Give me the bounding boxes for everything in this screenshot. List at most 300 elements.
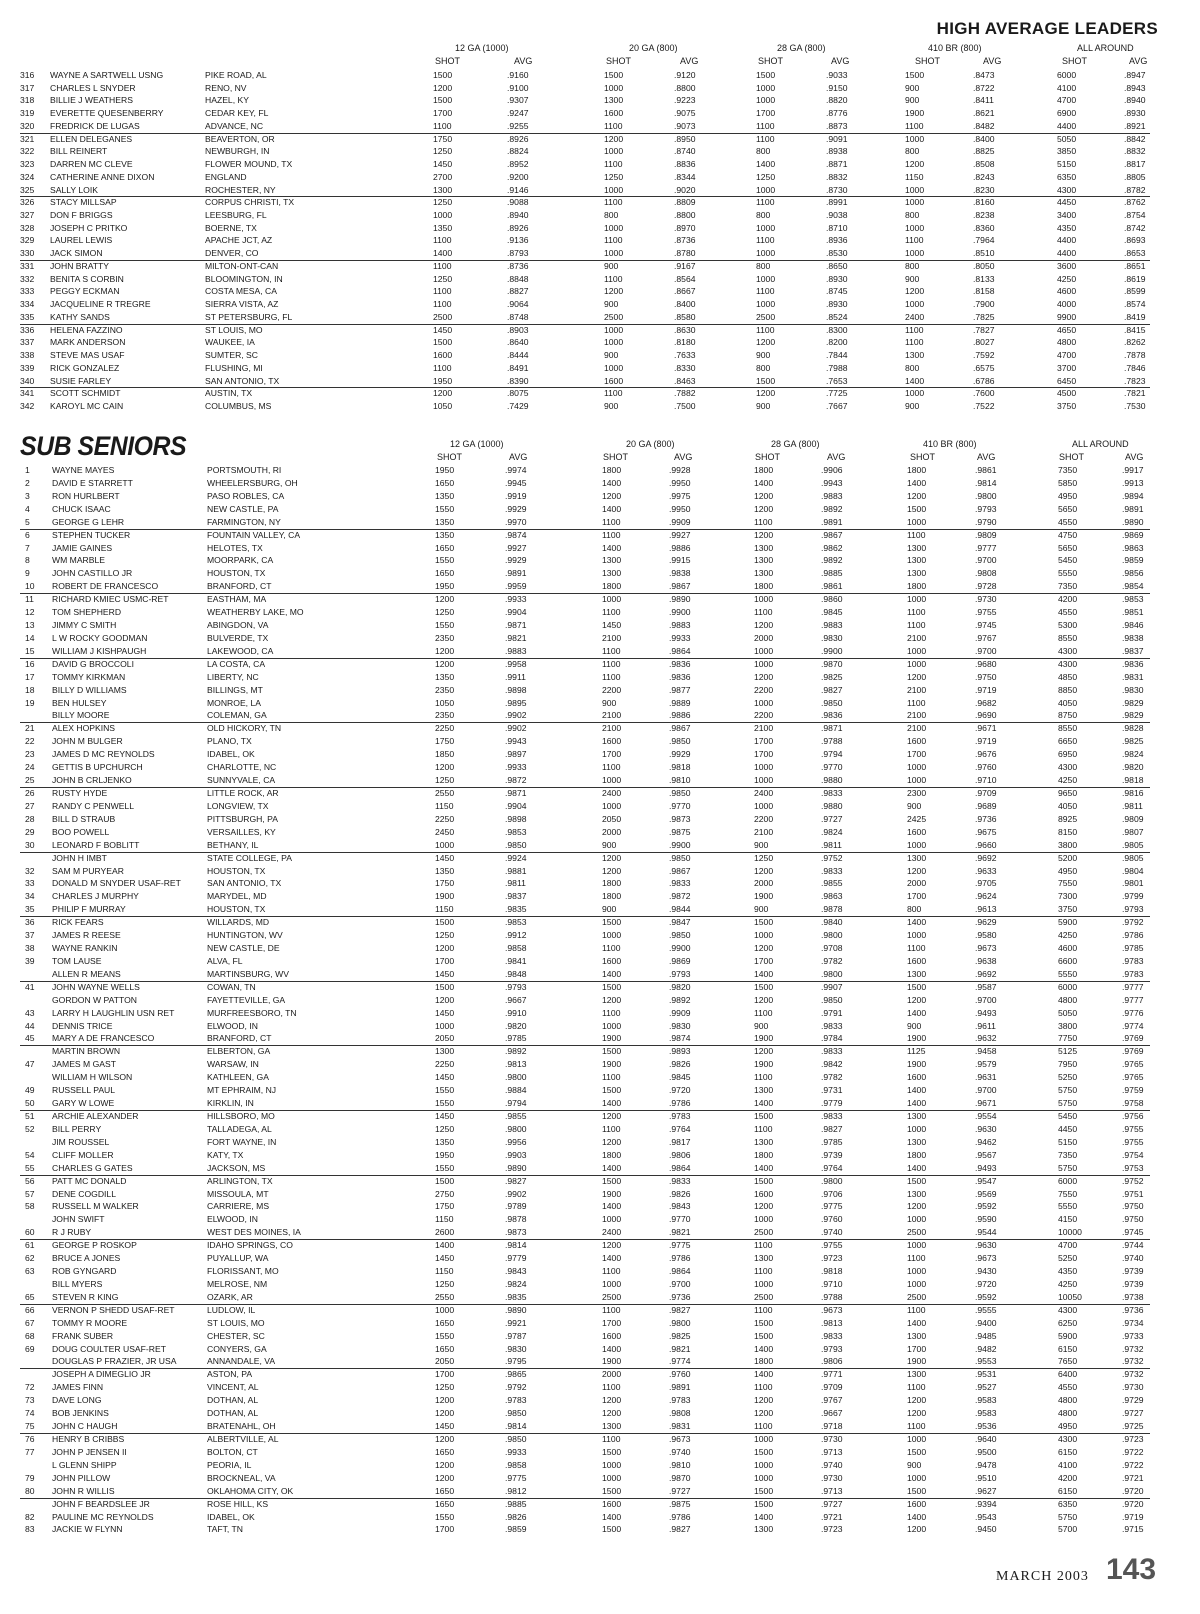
shot-header: SHOT [910, 452, 936, 462]
cell-410br-shot: 1900 [905, 108, 925, 119]
cell-all-around-shot: 4500 [1057, 388, 1077, 399]
cell-12ga-avg: .9830 [505, 1343, 527, 1354]
cell-20ga-shot: 1100 [602, 658, 621, 669]
cell-12ga-shot: 1250 [435, 1278, 455, 1289]
cell-12ga-avg: .9933 [505, 1446, 527, 1457]
cell-410br-shot: 1300 [907, 542, 927, 553]
cell-all-around-shot: 4300 [1058, 1434, 1078, 1444]
cell-hometown: BILLINGS, MT [207, 684, 263, 695]
cell-28ga-shot: 1500 [754, 917, 774, 928]
cell-hometown: ENGLAND [205, 171, 247, 182]
cell-20ga-shot: 1500 [602, 1175, 622, 1186]
cell-28ga-shot: 1250 [756, 171, 776, 182]
cell-hometown: HAZEL, KY [205, 95, 249, 106]
cell-rank: 33 [25, 878, 35, 889]
cell-410br-avg: .9569 [975, 1188, 997, 1199]
table-row [0, 197, 1200, 208]
cell-all-around-shot: 5550 [1058, 568, 1078, 579]
cell-410br-avg: .9592 [975, 1291, 997, 1302]
cell-12ga-shot: 1550 [435, 503, 455, 514]
cell-410br-avg: .9719 [975, 684, 997, 695]
cell-410br-shot: 1400 [907, 1511, 927, 1522]
cell-all-around-avg: .9765 [1122, 1059, 1144, 1070]
cell-all-around-avg: .8262 [1124, 337, 1146, 348]
cell-rank: 13 [25, 620, 35, 631]
cell-20ga-avg: .9836 [669, 658, 691, 669]
cell-hometown: APACHE JCT, AZ [205, 235, 273, 246]
cell-410br-shot: 1200 [907, 865, 927, 876]
cell-410br-shot: 1100 [907, 697, 926, 708]
cell-12ga-avg: .8940 [507, 210, 529, 221]
cell-28ga-shot: 1200 [754, 503, 774, 514]
cell-hometown: FAYETTEVILLE, GA [207, 994, 286, 1005]
cell-12ga-shot: 1550 [435, 1085, 455, 1096]
cell-12ga-avg: .9853 [505, 917, 527, 928]
cell-28ga-avg: .9885 [821, 568, 843, 579]
cell-28ga-shot: 1900 [754, 891, 774, 902]
cell-all-around-shot: 5450 [1058, 555, 1078, 566]
cell-410br-avg: .9692 [975, 852, 997, 863]
cell-28ga-avg: .9850 [821, 697, 843, 708]
cell-name: STACY MILLSAP [50, 197, 117, 208]
cell-hometown: WILLARDS, MD [207, 917, 270, 928]
cell-410br-shot: 1000 [907, 658, 927, 669]
cell-all-around-shot: 3800 [1058, 839, 1078, 850]
cell-410br-shot: 2300 [907, 788, 927, 798]
cell-20ga-avg: .8809 [674, 197, 696, 208]
cell-12ga-shot: 1000 [433, 210, 453, 221]
cell-410br-avg: .9777 [975, 542, 997, 553]
cell-28ga-avg: .9775 [821, 1201, 843, 1212]
cell-20ga-avg: .9793 [669, 968, 691, 979]
cell-410br-shot: 800 [905, 260, 920, 271]
cell-410br-avg: .9579 [975, 1059, 997, 1070]
cell-12ga-shot: 1250 [435, 930, 455, 941]
cell-410br-avg: .9631 [975, 1072, 997, 1083]
table-row [0, 376, 1200, 387]
cell-410br-shot: 2100 [907, 684, 927, 695]
table-row [0, 775, 1200, 786]
cell-12ga-avg: .9904 [505, 607, 527, 618]
cell-hometown: OZARK, AR [207, 1291, 253, 1302]
cell-20ga-avg: .9864 [669, 645, 691, 656]
cell-all-around-shot: 4950 [1058, 865, 1078, 876]
cell-all-around-avg: .7878 [1124, 350, 1146, 361]
cell-20ga-shot: 1400 [602, 968, 622, 979]
shot-header: SHOT [1059, 452, 1085, 462]
cell-12ga-avg: .9881 [505, 865, 527, 876]
cell-12ga-avg: .9902 [505, 710, 527, 721]
cell-12ga-shot: 1000 [435, 1304, 455, 1315]
cell-410br-avg: .9590 [975, 1214, 997, 1225]
cell-hometown: MONROE, LA [207, 697, 261, 708]
cell-20ga-shot: 2500 [604, 311, 624, 322]
cell-name: JAMES FINN [52, 1382, 104, 1393]
table-row [0, 995, 1200, 1006]
cell-20ga-shot: 1100 [604, 197, 623, 208]
cell-rank: 55 [25, 1162, 35, 1173]
cell-all-around-avg: .8693 [1124, 235, 1146, 246]
cell-all-around-shot: 4800 [1058, 994, 1078, 1005]
cell-name: JOHN WAYNE WELLS [52, 981, 140, 992]
cell-410br-shot: 1100 [905, 324, 924, 335]
cell-all-around-shot: 7550 [1058, 878, 1078, 889]
cell-hometown: TALLADEGA, AL [207, 1123, 272, 1134]
cell-hometown: LITTLE ROCK, AR [207, 788, 279, 798]
cell-20ga-shot: 1800 [602, 1149, 622, 1160]
cell-12ga-shot: 1200 [435, 645, 455, 656]
cell-all-around-avg: .9732 [1122, 1356, 1144, 1367]
cell-rank: 332 [20, 273, 35, 284]
group-header-28ga: 28 GA (800) [777, 43, 826, 53]
cell-hometown: LONGVIEW, TX [207, 800, 269, 811]
cell-12ga-avg: .9892 [505, 1046, 527, 1057]
cell-410br-shot: 1000 [905, 184, 925, 195]
cell-20ga-shot: 1000 [602, 1020, 622, 1031]
cell-hometown: MARYDEL, MD [207, 891, 267, 902]
cell-12ga-avg: .9873 [505, 1227, 527, 1238]
table-row [0, 543, 1200, 554]
cell-410br-avg: .9527 [975, 1382, 997, 1393]
cell-20ga-shot: 1200 [602, 1395, 622, 1406]
avg-header: AVG [983, 56, 1002, 66]
cell-rank: 331 [20, 260, 35, 271]
cell-12ga-shot: 1200 [435, 594, 455, 605]
table-row [0, 491, 1200, 502]
cell-410br-shot: 1800 [907, 581, 927, 592]
cell-20ga-shot: 1200 [602, 1111, 622, 1121]
cell-hometown: WHEELERSBURG, OH [207, 477, 298, 488]
cell-410br-avg: .9485 [975, 1330, 997, 1341]
cell-28ga-shot: 1300 [754, 568, 774, 579]
cell-410br-avg: .9583 [975, 1408, 997, 1419]
cell-all-around-avg: .9801 [1122, 878, 1144, 889]
cell-28ga-avg: .9840 [821, 917, 843, 928]
cell-hometown: AUSTIN, TX [205, 388, 253, 399]
cell-rank: 43 [25, 1007, 35, 1018]
cell-410br-avg: .9682 [975, 697, 997, 708]
cell-name: JAMES M GAST [52, 1059, 116, 1070]
table-row [0, 1124, 1200, 1135]
cell-12ga-shot: 1200 [435, 1408, 455, 1419]
cell-all-around-shot: 7350 [1058, 1149, 1078, 1160]
cell-20ga-shot: 1900 [602, 1059, 622, 1070]
cell-410br-shot: 1500 [905, 70, 925, 80]
cell-20ga-shot: 1100 [602, 1304, 621, 1315]
cell-12ga-shot: 1700 [433, 108, 453, 119]
cell-12ga-shot: 1450 [435, 1111, 455, 1121]
cell-28ga-avg: .8873 [826, 120, 848, 131]
table-row [0, 1266, 1200, 1277]
cell-410br-avg: .9478 [975, 1459, 997, 1470]
cell-410br-avg: .8160 [973, 197, 995, 208]
cell-12ga-shot: 1300 [433, 184, 453, 195]
cell-28ga-shot: 1250 [754, 852, 774, 863]
cell-20ga-shot: 1100 [602, 1007, 621, 1018]
cell-all-around-avg: .9756 [1122, 1111, 1144, 1121]
cell-28ga-shot: 1000 [754, 930, 774, 941]
cell-all-around-shot: 4550 [1058, 607, 1078, 618]
cell-410br-shot: 1700 [907, 749, 927, 760]
cell-rank: 318 [20, 95, 35, 106]
cell-12ga-avg: .9883 [505, 645, 527, 656]
cell-410br-avg: .8027 [973, 337, 995, 348]
cell-all-around-shot: 10000 [1058, 1227, 1082, 1238]
cell-28ga-avg: .9825 [821, 671, 843, 682]
cell-20ga-shot: 1600 [602, 736, 622, 747]
cell-all-around-avg: .9732 [1122, 1343, 1144, 1354]
cell-20ga-shot: 1000 [604, 362, 624, 373]
cell-all-around-avg: .9745 [1122, 1227, 1144, 1238]
cell-hometown: NEWBURGH, IN [205, 146, 270, 157]
cell-hometown: ELWOOD, IN [207, 1214, 258, 1225]
cell-20ga-shot: 1000 [602, 800, 622, 811]
cell-20ga-shot: 900 [602, 839, 617, 850]
cell-12ga-shot: 1850 [435, 749, 455, 760]
cell-all-around-shot: 5850 [1058, 477, 1078, 488]
cell-12ga-avg: .9958 [505, 658, 527, 669]
cell-name: DARREN MC CLEVE [50, 159, 133, 170]
cell-410br-avg: .9553 [975, 1356, 997, 1367]
cell-all-around-avg: .9804 [1122, 865, 1144, 876]
cell-410br-avg: .9613 [975, 904, 997, 915]
cell-20ga-shot: 1400 [602, 503, 622, 514]
cell-name: JOHN M BULGER [52, 736, 123, 747]
cell-28ga-avg: .8300 [826, 324, 848, 335]
cell-rank: 35 [25, 904, 35, 915]
cell-20ga-avg: .9867 [669, 723, 691, 734]
cell-all-around-avg: .9769 [1122, 1033, 1144, 1044]
avg-header: AVG [1129, 56, 1148, 66]
cell-28ga-avg: .9752 [821, 852, 843, 863]
cell-12ga-shot: 1500 [435, 1175, 455, 1186]
cell-all-around-avg: .9854 [1122, 581, 1144, 592]
cell-28ga-avg: .9867 [821, 529, 843, 540]
cell-410br-shot: 900 [905, 95, 920, 106]
cell-name: BOB JENKINS [52, 1408, 109, 1419]
cell-hometown: HOUSTON, TX [207, 568, 266, 579]
cell-28ga-shot: 1000 [754, 1278, 774, 1289]
cell-410br-shot: 1100 [907, 529, 926, 540]
cell-410br-shot: 1400 [907, 1098, 927, 1109]
cell-28ga-avg: .9718 [821, 1421, 843, 1432]
cell-name: KAROYL MC CAIN [50, 400, 124, 411]
cell-all-around-avg: .9805 [1122, 852, 1144, 863]
cell-rank: 50 [25, 1098, 35, 1109]
cell-20ga-avg: .9870 [669, 1472, 691, 1483]
cell-name: BILL REINERT [50, 146, 108, 157]
cell-28ga-shot: 2500 [754, 1291, 774, 1302]
cell-410br-avg: .9633 [975, 865, 997, 876]
cell-410br-shot: 1300 [907, 968, 927, 979]
table-row [0, 325, 1200, 336]
cell-20ga-shot: 1000 [602, 930, 622, 941]
cell-410br-avg: .9676 [975, 749, 997, 760]
avg-header: AVG [509, 452, 528, 462]
cell-410br-shot: 1300 [907, 555, 927, 566]
cell-20ga-avg: .9818 [669, 762, 691, 773]
cell-all-around-avg: .9740 [1122, 1253, 1144, 1264]
cell-410br-avg: .9555 [975, 1304, 997, 1315]
cell-410br-shot: 1300 [907, 568, 927, 579]
cell-12ga-shot: 1500 [433, 70, 453, 80]
cell-20ga-shot: 1900 [602, 1033, 622, 1044]
cell-28ga-avg: .8820 [826, 95, 848, 106]
cell-name: MARY A DE FRANCESCO [52, 1033, 155, 1044]
cell-20ga-avg: .9874 [669, 1033, 691, 1044]
cell-all-around-avg: .9792 [1122, 917, 1144, 928]
cell-20ga-shot: 1200 [602, 1408, 622, 1419]
cell-12ga-avg: .9800 [505, 1123, 527, 1134]
cell-name: GETTIS B UPCHURCH [52, 762, 143, 773]
cell-all-around-avg: .9838 [1122, 632, 1144, 643]
cell-410br-avg: .9861 [975, 465, 997, 475]
cell-28ga-avg: .9827 [821, 1123, 843, 1134]
cell-410br-avg: .9800 [975, 490, 997, 501]
cell-name: ROB GYNGARD [52, 1266, 117, 1277]
cell-rank: 58 [25, 1201, 35, 1212]
cell-410br-shot: 1150 [905, 171, 924, 182]
cell-12ga-shot: 2550 [435, 1291, 455, 1302]
cell-hometown: SAN ANTONIO, TX [205, 375, 280, 386]
table-row [0, 465, 1200, 476]
cell-rank: 74 [25, 1408, 35, 1419]
cell-hometown: HOUSTON, TX [207, 865, 266, 876]
table-row [0, 685, 1200, 696]
cell-410br-shot: 1000 [907, 1434, 927, 1444]
cell-28ga-avg: .9833 [821, 788, 843, 798]
cell-12ga-shot: 1650 [435, 1317, 455, 1328]
shot-header: SHOT [435, 56, 461, 66]
cell-410br-shot: 1400 [907, 917, 927, 928]
cell-20ga-avg: .9833 [669, 1175, 691, 1186]
cell-rank: 77 [25, 1446, 35, 1457]
cell-rank: 54 [25, 1149, 35, 1160]
cell-410br-shot: 1000 [905, 248, 925, 259]
cell-rank: 341 [20, 388, 35, 399]
cell-hometown: HOUSTON, TX [207, 904, 266, 915]
cell-name: JACKIE W FLYNN [52, 1524, 123, 1535]
cell-12ga-shot: 1550 [435, 1330, 455, 1341]
table-row [0, 70, 1200, 81]
table-row [0, 401, 1200, 412]
cell-rank: 339 [20, 362, 35, 373]
cell-all-around-shot: 5750 [1058, 1085, 1078, 1096]
table-row [0, 1460, 1200, 1471]
cell-all-around-avg: .9776 [1122, 1007, 1144, 1018]
cell-20ga-avg: .9867 [669, 865, 691, 876]
cell-12ga-avg: .8736 [507, 260, 529, 271]
cell-28ga-avg: .8530 [826, 248, 848, 259]
cell-28ga-shot: 2200 [754, 684, 774, 695]
cell-name: DAVID G BROCCOLI [52, 658, 134, 669]
cell-28ga-avg: .9861 [821, 581, 843, 592]
cell-all-around-shot: 5750 [1058, 1098, 1078, 1109]
cell-28ga-shot: 1100 [754, 516, 773, 527]
cell-all-around-shot: 7750 [1058, 1033, 1078, 1044]
cell-410br-avg: .9730 [975, 594, 997, 605]
cell-410br-avg: .9690 [975, 710, 997, 721]
cell-28ga-avg: .9862 [821, 542, 843, 553]
cell-name: WAYNE MAYES [52, 465, 115, 475]
cell-28ga-shot: 2000 [754, 878, 774, 889]
cell-rank: 4 [25, 503, 30, 514]
cell-28ga-shot: 900 [754, 904, 769, 915]
cell-410br-avg: .7827 [973, 324, 995, 335]
cell-all-around-avg: .9733 [1122, 1330, 1144, 1341]
cell-12ga-avg: .8444 [507, 350, 529, 361]
cell-20ga-shot: 1200 [602, 490, 622, 501]
cell-28ga-shot: 1100 [756, 133, 775, 144]
cell-20ga-avg: .9821 [669, 1227, 691, 1238]
cell-name: JIM ROUSSEL [52, 1136, 110, 1147]
cell-28ga-shot: 1300 [754, 1136, 774, 1147]
cell-hometown: HELOTES, TX [207, 542, 263, 553]
cell-28ga-shot: 1800 [754, 465, 774, 475]
cell-20ga-shot: 1000 [604, 337, 624, 348]
cell-12ga-avg: .9891 [505, 568, 527, 579]
table-row [0, 646, 1200, 657]
cell-410br-shot: 900 [907, 1459, 922, 1470]
avg-header: AVG [680, 56, 699, 66]
cell-28ga-avg: .9673 [821, 1304, 843, 1315]
cell-28ga-avg: .9784 [821, 1033, 843, 1044]
cell-410br-shot: 1200 [905, 159, 925, 170]
cell-rank: 79 [25, 1472, 35, 1483]
cell-410br-shot: 1900 [907, 1059, 927, 1070]
cell-410br-shot: 1900 [907, 1033, 927, 1044]
cell-rank: 337 [20, 337, 35, 348]
cell-20ga-avg: .9850 [669, 788, 691, 798]
cell-hometown: SAN ANTONIO, TX [207, 878, 282, 889]
cell-28ga-shot: 1000 [754, 697, 774, 708]
shot-header: SHOT [758, 56, 784, 66]
cell-12ga-shot: 1000 [435, 1020, 455, 1031]
cell-12ga-avg: .9850 [505, 1434, 527, 1444]
cell-410br-shot: 1000 [907, 930, 927, 941]
cell-12ga-avg: .9824 [505, 1278, 527, 1289]
table-row [0, 1524, 1200, 1535]
table-row [0, 1021, 1200, 1032]
table-row [0, 1137, 1200, 1148]
cell-all-around-avg: .8947 [1124, 70, 1146, 80]
cell-28ga-avg: .9845 [821, 607, 843, 618]
cell-410br-shot: 1600 [907, 1498, 927, 1509]
table-row [0, 1369, 1200, 1380]
cell-28ga-avg: .9892 [821, 503, 843, 514]
cell-410br-shot: 1400 [907, 1162, 927, 1173]
cell-28ga-avg: .9906 [821, 465, 843, 475]
cell-410br-shot: 1600 [907, 955, 927, 966]
cell-12ga-avg: .9890 [505, 1162, 527, 1173]
cell-12ga-shot: 2250 [435, 1059, 455, 1070]
cell-28ga-avg: .9731 [821, 1085, 843, 1096]
cell-410br-shot: 1000 [905, 222, 925, 233]
cell-name: STEVEN R KING [52, 1291, 119, 1302]
cell-28ga-avg: .9723 [821, 1524, 843, 1535]
cell-12ga-shot: 1700 [435, 1369, 455, 1380]
cell-12ga-avg: .9307 [507, 95, 529, 106]
cell-rank: 316 [20, 70, 35, 80]
cell-hometown: RENO, NV [205, 82, 247, 93]
cell-410br-avg: .8411 [973, 95, 994, 106]
cell-12ga-shot: 2250 [435, 723, 455, 734]
cell-rank: 17 [25, 671, 35, 682]
cell-410br-avg: .8360 [973, 222, 995, 233]
cell-all-around-avg: .9722 [1122, 1459, 1144, 1470]
cell-28ga-shot: 1000 [756, 82, 776, 93]
cell-all-around-shot: 7950 [1058, 1059, 1078, 1070]
